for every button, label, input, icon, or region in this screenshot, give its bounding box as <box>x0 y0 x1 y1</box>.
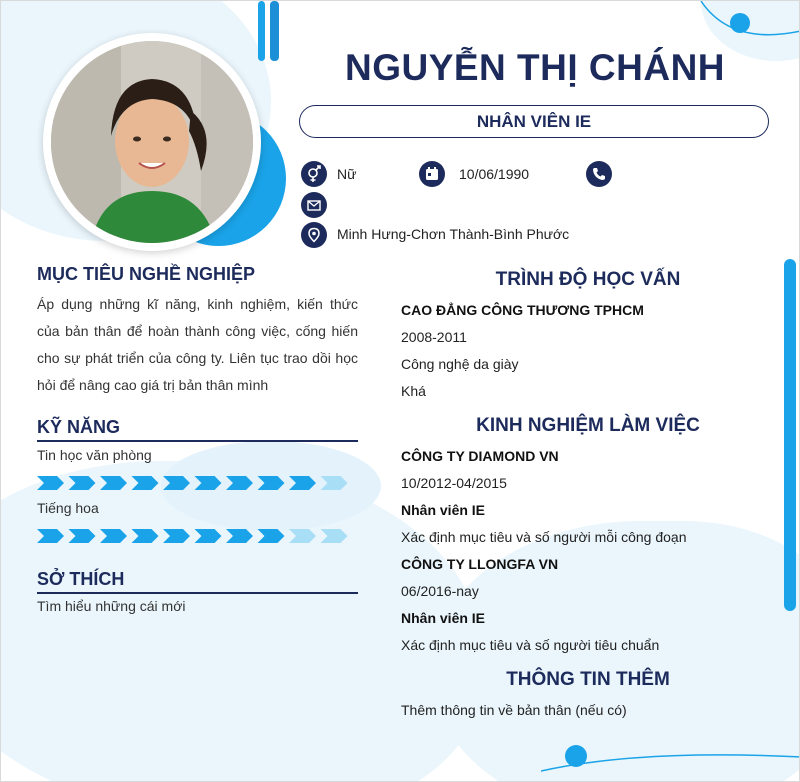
job-role: Nhân viên IE <box>401 502 486 518</box>
skill-chevron <box>321 529 348 543</box>
skill-level-bar <box>37 529 357 543</box>
objective-title: MỤC TIÊU NGHỀ NGHIỆP <box>37 264 256 284</box>
skill-chevron <box>289 529 316 543</box>
skill-chevron <box>163 476 190 490</box>
job-period: 06/2016-nay <box>401 583 479 599</box>
education-major: Công nghệ da giày <box>401 356 519 372</box>
skill-chevron <box>69 476 96 490</box>
hobbies-divider <box>37 592 358 594</box>
skill-chevron <box>226 529 253 543</box>
decor-circle-bottom <box>541 731 800 782</box>
decor-stripe <box>270 1 279 61</box>
skill-chevron <box>132 529 159 543</box>
email-icon <box>301 192 327 218</box>
job-period: 10/2012-04/2015 <box>401 475 507 491</box>
job-title-badge: NHÂN VIÊN IE <box>299 105 769 138</box>
phone-icon <box>586 161 612 187</box>
extra-info-title: THÔNG TIN THÊM <box>506 669 670 690</box>
candidate-name: NGUYỄN THỊ CHÁNH <box>344 47 726 88</box>
hobbies-title: SỞ THÍCH <box>37 569 125 589</box>
skill-chevron <box>289 476 316 490</box>
skill-chevron <box>195 476 222 490</box>
skill-chevron <box>37 476 64 490</box>
job-role: Nhân viên IE <box>401 610 486 626</box>
extra-info-text: Thêm thông tin về bản thân (nếu có) <box>401 702 627 718</box>
education-grade: Khá <box>401 383 426 399</box>
hobby-text: Tìm hiểu những cái mới <box>37 598 186 614</box>
objective-text: Áp dụng những kĩ năng, kinh nghiệm, kiến thức của bản thân để hoàn thành công việc, cống hiến cho sự phát triển của công ty. Liên tục trao dồi học hỏi để nâng cao giá trị bản thân mình <box>37 296 358 393</box>
education-title: TRÌNH ĐỘ HỌC VẤN <box>495 269 681 290</box>
skills-divider <box>37 440 358 442</box>
job-description: Xác định mục tiêu và số người tiêu chuẩn <box>401 637 660 653</box>
skill-chevron <box>321 476 348 490</box>
skill-chevron <box>195 529 222 543</box>
address-value: Minh Hưng-Chơn Thành-Bình Phước <box>337 226 570 242</box>
birthdate-value: 10/06/1990 <box>459 166 530 182</box>
gender-value: Nữ <box>337 166 357 182</box>
job-description: Xác định mục tiêu và số người mỗi công đoạn <box>401 529 687 545</box>
skill-level-bar <box>37 476 357 490</box>
skill-chevron <box>226 476 253 490</box>
skill-chevron <box>37 529 64 543</box>
skill-label: Tin học văn phòng <box>37 447 152 463</box>
decor-stripe-right <box>784 259 796 611</box>
calendar-icon <box>419 161 445 187</box>
skill-chevron <box>258 476 285 490</box>
decor-stripe <box>258 1 265 61</box>
company-name: CÔNG TY DIAMOND VN <box>401 448 559 464</box>
skill-chevron <box>100 529 127 543</box>
skill-chevron <box>69 529 96 543</box>
education-period: 2008-2011 <box>401 329 467 345</box>
skill-label: Tiếng hoa <box>37 500 99 516</box>
location-icon <box>301 222 327 248</box>
skill-chevron <box>258 529 285 543</box>
skill-chevron <box>132 476 159 490</box>
experience-title: KINH NGHIỆM LÀM VIỆC <box>476 415 700 436</box>
skills-title: KỸ NĂNG <box>37 417 121 437</box>
skill-chevron <box>100 476 127 490</box>
avatar <box>51 41 253 243</box>
gender-icon <box>301 161 327 187</box>
school-name: CAO ĐẲNG CÔNG THƯƠNG TPHCM <box>401 302 644 318</box>
company-name: CÔNG TY LLONGFA VN <box>401 556 559 572</box>
skill-chevron <box>163 529 190 543</box>
